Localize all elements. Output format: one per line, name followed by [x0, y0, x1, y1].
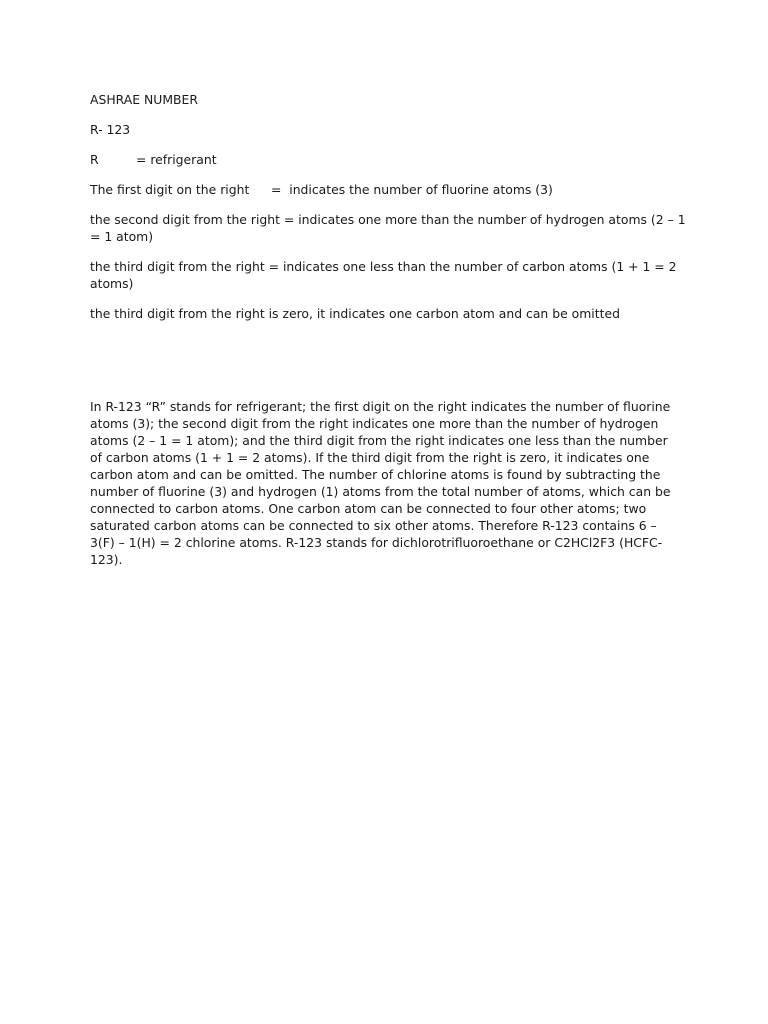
document-body	[90, 91, 690, 335]
refrigerant-code: R- 123	[90, 122, 131, 137]
r-label: R	[90, 152, 99, 167]
summary-paragraph: In R-123 “R” stands for refrigerant; the first digit on the right indicates the number of fluorine atoms (3); the second digit from the right indicates one more than the number of hydrogen atoms (2 – 1 = 1 atom); and the third digit from the right indicates one less than the number of carbon atoms (1 + 1 = 2 atoms). If the third digit from the right is zero, it indicates one carbon atom and can be omitted. The number of chlorine atoms is found by subtracting the number of fluorine (3) and hydrogen (1) atoms from the total number of atoms, which can be connected to carbon atoms. One carbon atom can be connected to four other atoms; two saturated carbon atoms can be connected to six other atoms. Therefore R-123 contains 6 – 3(F) – 1(H) = 2 chlorine atoms. R-123 stands for dichlorotrifluoroethane or C2HCl2F3 (HCFC-123).	[90, 399, 671, 567]
r-definition: = refrigerant	[136, 152, 217, 167]
r-definition-row	[90, 151, 690, 168]
third-digit-zero-paragraph: the third digit from the right is zero, it indicates one carbon atom and can be omitted	[90, 306, 620, 321]
first-digit-definition: = indicates the number of fluorine atoms (3)	[271, 182, 553, 197]
second-digit-paragraph: the second digit from the right = indicates one more than the number of hydrogen atoms (2 – 1 = 1 atom)	[90, 212, 686, 244]
third-digit-paragraph: the third digit from the right = indicates one less than the number of carbon atoms (1 + 1 = 2 atoms)	[90, 259, 677, 291]
document-title: ASHRAE NUMBER	[90, 92, 198, 107]
first-digit-row	[90, 181, 690, 198]
first-digit-label: The first digit on the right	[90, 182, 250, 197]
